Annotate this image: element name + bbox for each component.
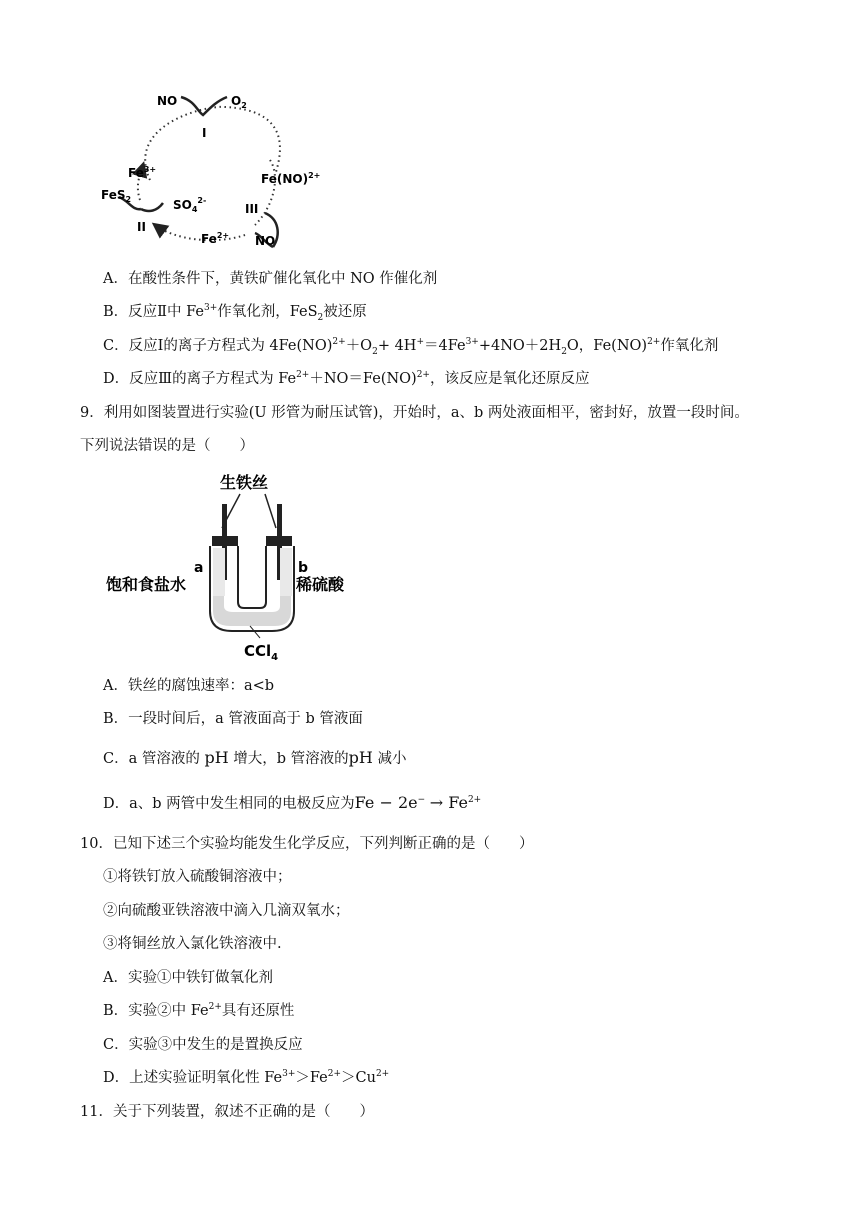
- label-saturated-brine: 饱和食盐水: [106, 575, 187, 594]
- o2-label: O: [231, 94, 242, 108]
- q9-option-b: B．一段时间后，a 管液面高于 b 管液面: [103, 711, 363, 727]
- label-dilute-sulfuric-acid: 稀硫酸: [296, 575, 345, 594]
- q10-option-d: D．上述实验证明氧化性 $Fe^{3+}>Fe^{2+}>Cu^{2+}$: [103, 1069, 390, 1086]
- u-tube-apparatus-diagram: [100, 466, 370, 666]
- roman-i: I: [202, 126, 207, 140]
- svg-text:CCl4: CCl$_4$: [244, 642, 279, 663]
- q10-experiment-3: ③将铜丝放入氯化铁溶液中.: [103, 936, 282, 952]
- q10-option-b: B．实验②中 $Fe^{2+}$具有还原性: [103, 1002, 295, 1019]
- label-ccl4: CCl: [244, 642, 272, 660]
- q9-option-c: C．a 管溶液的 pH 增大，b 管溶液的pH 减小: [103, 748, 407, 767]
- q10-experiment-2: ②向硫酸亚铁溶液中滴入几滴双氧水；: [103, 903, 350, 919]
- no-label-bottom: NO: [255, 234, 276, 248]
- cycle-path: [145, 107, 280, 180]
- q10-experiment-1: ①将铁钉放入硫酸铜溶液中；: [103, 869, 292, 885]
- q9-stem-line2: 下列说法错误的是（ ）: [80, 438, 254, 454]
- svg-text:SO42-: $SO_4^{2-}$: [173, 196, 207, 214]
- svg-text:Fe(NO)2+: Fe(NO)$^{2+}$: [261, 171, 321, 186]
- label-b: b: [298, 560, 309, 576]
- q10-option-c: C．实验③中发生的是置换反应: [103, 1037, 303, 1053]
- svg-text:Fe3+: $Fe^{3+}$: [128, 165, 157, 180]
- q10-stem: 10．已知下述三个实验均能发生化学反应，下列判断正确的是（ ）: [80, 836, 534, 852]
- fig-top-label: 生铁丝: [220, 473, 269, 492]
- q9-option-d: D．a、b 两管中发生相同的电极反应为$Fe - 2e^- \to Fe^{2+}$: [103, 793, 482, 812]
- so4-label: SO: [173, 198, 192, 212]
- roman-ii: II: [137, 220, 146, 234]
- no-label-top: NO: [157, 94, 178, 108]
- q8-option-d: D．反应Ⅲ的离子方程式为 $Fe^{2+}+NO=Fe(NO)^{2+}$，该反应是氧化还原反应: [103, 370, 590, 387]
- svg-text:Fe2+: $Fe^{2+}$: [201, 231, 230, 246]
- q11-stem: 11．关于下列装置，叙述不正确的是（ ）: [80, 1104, 374, 1120]
- fes2-label: FeS: [101, 188, 126, 202]
- q9-option-a: A．铁丝的腐蚀速率：a<b: [103, 678, 275, 694]
- feno-label: Fe(NO): [261, 172, 309, 186]
- q10-option-a: A．实验①中铁钉做氧化剂: [103, 970, 273, 986]
- q8-option-c: C．反应Ⅰ的离子方程式为 $4Fe(NO)^{2+}+O_2+ 4H^+=4Fe^{3+}+4NO+2H_2O$，Fe(NO)$^{2+}$作氧化剂: [103, 337, 719, 357]
- reaction-cycle-diagram: [95, 85, 345, 255]
- svg-text:O2: $O_2$: [231, 94, 247, 110]
- fe3-label: Fe: [128, 166, 144, 180]
- fe2-label: Fe: [201, 232, 217, 246]
- svg-text:FeS2: FeS$_2$: [101, 188, 132, 204]
- q9-stem-line1: 9．利用如图装置进行实验(U 形管为耐压试管)，开始时，a、b 两处液面相平，密封好，放置一段时间。: [80, 405, 749, 421]
- q8-option-b: B．反应Ⅱ中 $Fe^{3+}$作氧化剂，FeS$_2$被还原: [103, 303, 367, 323]
- q8-option-a: A．在酸性条件下，黄铁矿催化氧化中 NO 作催化剂: [103, 271, 438, 287]
- roman-iii: III: [245, 202, 259, 216]
- label-a: a: [194, 560, 204, 576]
